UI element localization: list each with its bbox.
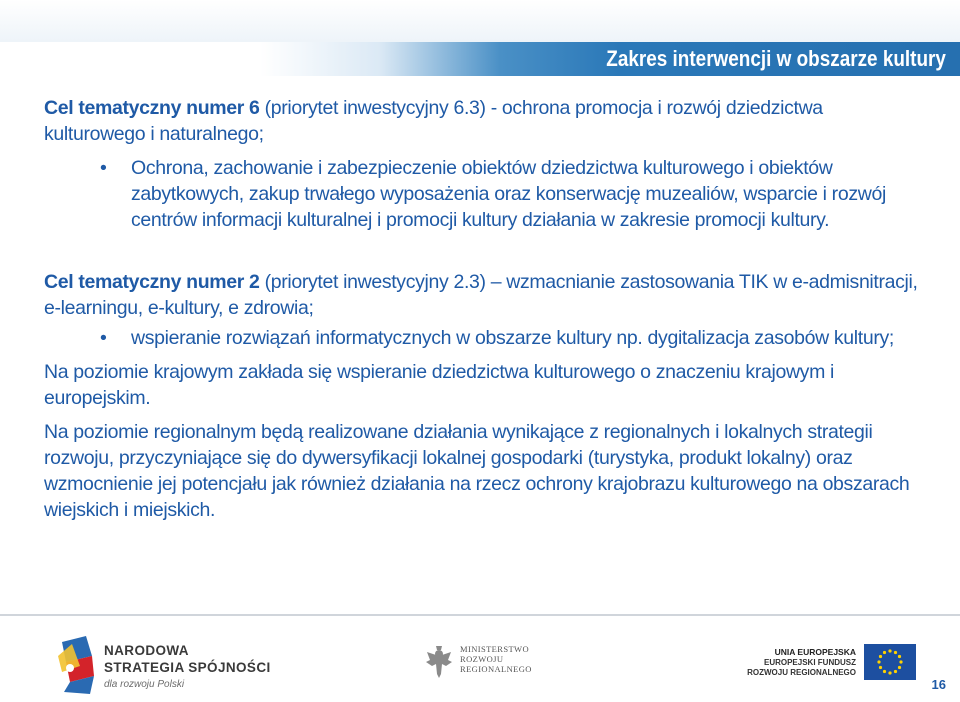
ministry-text: [460, 644, 532, 674]
eu-line2: EUROPEJSKI FUNDUSZ: [763, 657, 856, 667]
goal6-heading: Cel tematyczny numer 6: [44, 97, 260, 119]
bullet-icon: •: [100, 327, 107, 349]
nss-line1: NARODOWA: [104, 643, 189, 658]
goal6-bullets: [44, 155, 924, 233]
eu-text: [747, 647, 856, 679]
bullet-icon: •: [100, 157, 107, 179]
top-band: [0, 0, 960, 42]
list-item: [44, 155, 924, 233]
slide-title: Zakres interwencji w obszarze kultury: [606, 46, 946, 71]
goal2-bullets: [44, 325, 924, 351]
goal2-paragraph: [44, 269, 924, 321]
ministry-line2: ROZWOJU: [460, 654, 504, 664]
goal2-bullet-text: wspieranie rozwiązań informatycznych w obszarze kultury np. dygitalizacja zasobów kultury;: [131, 327, 894, 349]
ministry-logo: [424, 642, 574, 692]
goal2-heading: Cel tematyczny numer 2: [44, 271, 260, 293]
nss-subtitle: dla rozwoju Polski: [104, 679, 185, 690]
goal2-text: (priorytet inwestycyjny 2.3) – wzmacnianie zastosowania TIK w e-admisnitracji, e-learningu, e-kultury, e zdrowia;: [44, 271, 918, 319]
goal6-text: (priorytet inwestycyjny 6.3) - ochrona promocja i rozwój dziedzictwa kulturowego i naturalnego;: [44, 97, 823, 145]
eu-line3: ROZWOJU REGIONALNEGO: [747, 668, 856, 677]
nss-emblem-icon: [56, 636, 98, 696]
nss-line2: STRATEGIA SPÓJNOŚCI: [104, 660, 271, 675]
footer: [0, 616, 960, 702]
list-item: [44, 325, 924, 351]
eu-flag-icon: [864, 644, 916, 680]
goal6-paragraph: [44, 95, 924, 147]
eu-logo: [747, 644, 916, 684]
national-paragraph: Na poziomie krajowym zakłada się wspieranie dziedzictwa kulturowego o znaczeniu krajowym i europejskim.: [44, 361, 835, 409]
nss-logo: [56, 636, 296, 696]
page-number: 16: [931, 677, 946, 692]
regional-paragraph: Na poziomie regionalnym będą realizowane działania wynikające z regionalnych i lokalnych strategii rozwoju, przyczyniające się do dywersyfikacji lokalnej gospodarki (turystyka, produkt lokalny) oraz wzmocnienie jej potencjału jak również działania na rzecz ochrony krajobrazu kulturowego na obszarach wiejskich i miejskich.: [44, 421, 910, 521]
ministry-line3: REGIONALNEGO: [460, 664, 532, 674]
slide-content: [44, 95, 924, 523]
eagle-icon: [424, 644, 454, 680]
ministry-line1: MINISTERSTWO: [460, 644, 530, 654]
goal6-bullet-text: Ochrona, zachowanie i zabezpieczenie obiektów dziedzictwa kulturowego i obiektów zabytkowych, zakup trwałego wyposażenia oraz konserwację muzealiów, wsparcie i rozwój centrów informacji kulturalnej i promocji kultury działania w zakresie promocji kultury.: [131, 157, 886, 231]
eu-line1: UNIA EUROPEJSKA: [774, 647, 856, 657]
